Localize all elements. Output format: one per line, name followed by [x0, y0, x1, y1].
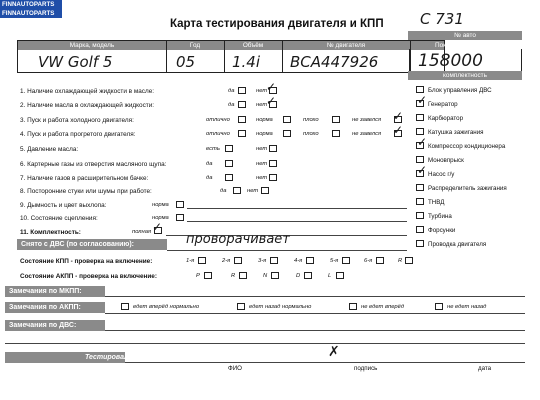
row-5-opt-net: нет — [256, 146, 268, 152]
remarks-dvs-bar: Замечания по ДВС: — [5, 320, 105, 331]
removed-handwritten-note: проворачивает — [186, 232, 290, 247]
kompl-check-2: ✓ — [417, 93, 428, 107]
row-8-cb-net[interactable] — [261, 187, 269, 194]
row-6-opt-da: да — [206, 161, 213, 167]
kompl-item-12: Проводка двигателя — [428, 241, 487, 248]
kpp-gear-5: 5-я — [330, 258, 339, 264]
row-3-opt-norma: норма — [256, 117, 273, 123]
akpp-cb-n[interactable] — [271, 272, 279, 279]
row-8-opt-net: нет — [247, 188, 259, 194]
row-5-label: 5. Давление масла: — [20, 146, 79, 153]
row-2-opt-net: нет — [256, 102, 268, 108]
kompl-cb-3[interactable] — [416, 114, 424, 121]
odometer-value: 158000 — [418, 51, 483, 71]
kpp-label: Состояние КПП - проверка на включение: — [20, 258, 153, 265]
signature-line — [125, 362, 525, 363]
row-2-opt-da: да — [228, 102, 235, 108]
watermark-logo — [0, 0, 62, 18]
row-3-cb-ploho[interactable] — [332, 116, 340, 123]
row-11-label: 11. Комплектность: — [20, 229, 81, 236]
akpp-cb-l[interactable] — [336, 272, 344, 279]
engine-no-value: BCA447926 — [290, 53, 379, 71]
row-4-cb-norma[interactable] — [283, 130, 291, 137]
watermark-line-2: FINNAUTOPARTS — [2, 10, 55, 17]
remarks-mkpp-bar: Замечания по МКПП: — [5, 286, 105, 297]
row-7-label: 7. Наличие газов в расширительном бачке: — [20, 175, 149, 182]
akpp-opt-cb-2[interactable] — [237, 303, 245, 310]
akpp-gear-d: D — [296, 273, 301, 279]
header-model: Марка, модель — [69, 42, 115, 49]
row-2-label: 2. Наличие масла в охлаждающей жидкости: — [20, 102, 155, 109]
kompl-item-7: Насос г/у — [428, 171, 455, 178]
col-divider — [166, 41, 167, 72]
akpp-gear-l: L — [328, 273, 332, 279]
remarks-akpp-line — [105, 313, 525, 314]
kompl-cb-6[interactable] — [416, 156, 424, 163]
akpp-label: Состояние АКПП - проверка на включение: — [20, 273, 157, 280]
remarks-dvs-line-1 — [105, 330, 525, 331]
row-9-label: 9. Дымность и цвет выхлопа: — [20, 202, 107, 209]
row-4-opt-ploho: плохо — [303, 131, 319, 137]
kpp-cb-6[interactable] — [376, 257, 384, 264]
row-9-cb-norma[interactable] — [176, 201, 184, 208]
kpp-cb-2[interactable] — [234, 257, 242, 264]
handwritten-auto-code: С 731 — [420, 10, 464, 28]
akpp-cb-r[interactable] — [239, 272, 247, 279]
col-divider — [224, 41, 225, 72]
kompl-item-6: Моновпрыск — [428, 157, 464, 164]
kompl-item-8: Распределитель зажигания — [428, 185, 507, 192]
header-odometer: Показание одометра — [435, 42, 497, 49]
kompl-item-4: Катушка зажигания — [428, 129, 484, 136]
row-9-opt-norma: норма — [152, 202, 169, 208]
row-3-opt-ne-zavelsya: не завелся — [352, 117, 382, 123]
volume-value: 1.4i — [232, 53, 261, 71]
row-1-opt-net: нет — [256, 88, 268, 94]
auto-no-header: № авто — [408, 31, 522, 40]
row-3-cb-norma[interactable] — [283, 116, 291, 123]
watermark-line-1: FINNAUTOPARTS — [2, 1, 55, 8]
akpp-opt-cb-3[interactable] — [349, 303, 357, 310]
akpp-opt-cb-1[interactable] — [121, 303, 129, 310]
kompl-cb-1[interactable] — [416, 86, 424, 93]
page-title: Карта тестирования двигателя и КПП — [170, 18, 384, 30]
row-10-opt-norma: норма — [152, 215, 169, 221]
row-10-cb-norma[interactable] — [176, 214, 184, 221]
row-6-cb-net[interactable] — [269, 160, 277, 167]
kompl-item-3: Карбюратор — [428, 115, 464, 122]
row-7-cb-net[interactable] — [269, 174, 277, 181]
kpp-gear-6: 6-я — [364, 258, 373, 264]
kompl-item-5: Компрессор кондиционера — [428, 143, 506, 150]
row-1-cb-da[interactable] — [238, 87, 246, 94]
kompl-cb-4[interactable] — [416, 128, 424, 135]
kompl-cb-11[interactable] — [416, 226, 424, 233]
row-9-fill-line — [187, 208, 407, 209]
kompl-item-1: Блок управления ДВС — [428, 87, 492, 94]
row-5-cb-net[interactable] — [269, 145, 277, 152]
remarks-dvs-line-2 — [5, 343, 525, 344]
row-11-opt-polnaya: полная — [132, 229, 152, 235]
kpp-cb-3[interactable] — [270, 257, 278, 264]
row-3-opt-ploho: плохо — [303, 117, 319, 123]
row-1-label: 1. Наличие охлаждающей жидкости в масле: — [20, 88, 155, 95]
kpp-gear-2: 2-я — [222, 258, 231, 264]
row-3-label: 3. Пуск и работа холодного двигателя: — [20, 117, 134, 124]
kompl-check-7: ✓ — [417, 163, 428, 177]
kpp-gear-1: 1-я — [186, 258, 195, 264]
row-4-check-mark: ✓ — [393, 123, 404, 137]
kpp-gear-r: R — [398, 258, 403, 264]
remarks-mkpp-line — [105, 296, 525, 297]
removed-section-bar: Снято с ДВС (по согласованию): — [17, 239, 167, 250]
row-4-cb-otlichno[interactable] — [238, 130, 246, 137]
kpp-cb-r[interactable] — [405, 257, 413, 264]
kompl-cb-12[interactable] — [416, 240, 424, 247]
kompl-item-10: Турбина — [428, 213, 452, 220]
row-2-cb-da[interactable] — [238, 101, 246, 108]
remarks-akpp-bar: Замечания по АКПП: — [5, 302, 105, 313]
akpp-cb-d[interactable] — [304, 272, 312, 279]
row-7-cb-da[interactable] — [225, 174, 233, 181]
row-8-opt-da: да — [220, 188, 227, 194]
signature-podpis-label: подпись — [354, 365, 378, 372]
kpp-cb-5[interactable] — [342, 257, 350, 264]
akpp-opt-2: едет назад нормально — [249, 304, 312, 310]
row-5-opt-est: есть — [206, 146, 220, 152]
akpp-gear-n: N — [263, 273, 268, 279]
kpp-cb-1[interactable] — [198, 257, 206, 264]
row-3-check-mark: ✓ — [393, 109, 404, 123]
row-4-label: 4. Пуск и работа прогретого двигателя: — [20, 131, 136, 138]
row-8-cb-da[interactable] — [233, 187, 241, 194]
col-divider — [282, 41, 283, 72]
model-value: VW Golf 5 — [38, 53, 113, 71]
signature-data-label: дата — [478, 365, 492, 372]
akpp-gear-p: P — [196, 273, 200, 279]
komplektnost-header: комплектность — [408, 71, 522, 80]
row-3-cb-otlichno[interactable] — [238, 116, 246, 123]
row-10-label: 10. Состояние сцепления: — [20, 215, 98, 222]
kompl-cb-10[interactable] — [416, 212, 424, 219]
kompl-cb-8[interactable] — [416, 184, 424, 191]
row-3-opt-otlichno: отлично — [206, 117, 230, 123]
kompl-check-5: ✓ — [417, 135, 428, 149]
signature-scrawl: ✗ — [328, 344, 340, 360]
row-8-label: 8. Посторонние стуки или шумы при работе: — [20, 188, 152, 195]
row-6-label: 6. Картерные газы из отверстия масляного щупа: — [20, 161, 167, 168]
kompl-cb-9[interactable] — [416, 198, 424, 205]
header-engine: № двигателя — [326, 42, 366, 49]
kompl-item-11: Форсунки — [428, 227, 456, 234]
header-year: Год — [189, 42, 201, 49]
row-4-opt-norma: норма — [256, 131, 273, 137]
row-10-fill-line — [187, 221, 407, 222]
akpp-gear-r: R — [231, 273, 236, 279]
row-6-opt-net: нет — [256, 161, 268, 167]
kompl-item-2: Генератор — [428, 101, 458, 108]
row-4-opt-otlichno: отлично — [206, 131, 230, 137]
akpp-opt-cb-4[interactable] — [435, 303, 443, 310]
kpp-cb-4[interactable] — [306, 257, 314, 264]
akpp-cb-p[interactable] — [204, 272, 212, 279]
signature-fio-label: ФИО — [228, 365, 242, 372]
row-11-check-mark: ✓ — [152, 220, 163, 234]
row-7-opt-net: нет — [256, 175, 268, 181]
row-7-opt-da: да — [206, 175, 213, 181]
row-2-check-mark: ✓ — [266, 94, 277, 108]
row-1-check-mark: ✓ — [266, 80, 277, 94]
row-6-cb-da[interactable] — [225, 160, 233, 167]
row-5-cb-est[interactable] — [225, 145, 233, 152]
year-value: 05 — [176, 53, 196, 71]
header-volume: Объём — [242, 42, 264, 49]
kpp-gear-4: 4-я — [294, 258, 303, 264]
row-4-cb-ploho[interactable] — [332, 130, 340, 137]
tested-bar: Тестировал. — [5, 352, 125, 363]
akpp-opt-1: едет вперёд нормально — [133, 304, 200, 310]
row-4-opt-ne-zavelsya: не завелся — [352, 131, 382, 137]
row-1-opt-da: да — [228, 88, 235, 94]
kpp-gear-3: 3-я — [258, 258, 267, 264]
kompl-item-9: ТНВД — [428, 199, 445, 206]
removed-fill-line — [167, 250, 407, 251]
akpp-opt-3: не едет вперёд — [361, 304, 405, 310]
akpp-opt-4: не едет назад — [447, 304, 487, 310]
